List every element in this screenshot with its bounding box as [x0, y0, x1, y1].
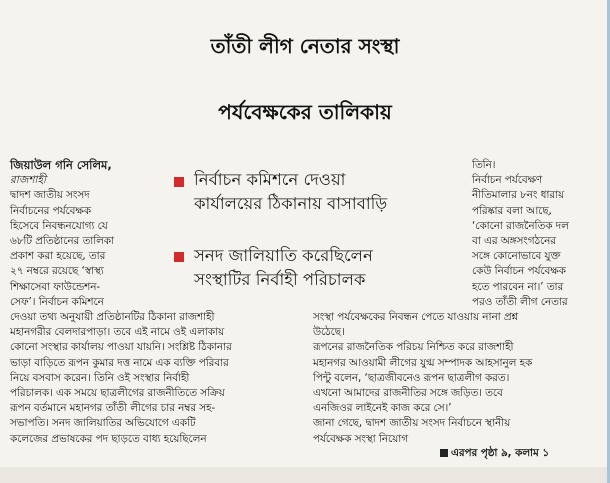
left-wide-column-line: নিয়ে বসবাস করেন। তিনি ওই সংস্থার নির্বাহী: [10, 371, 190, 384]
left-wide-column-line: রূপন বর্তমানে মহানগর তাঁতী লীগের চার নম্বর সহ-: [10, 402, 216, 415]
left-column-line: নির্বাচনের পর্যবেক্ষক: [10, 204, 91, 217]
right-wide-column-line: এনজিওর লাইনেই কাজ করে সে।’: [313, 402, 452, 415]
left-column-line: দ্বাদশ জাতীয় সংসদ: [10, 189, 90, 202]
right-column-line: নীতিমালার ৮নং ধারায়: [472, 189, 565, 202]
left-wide-column: [10, 310, 305, 447]
right-wide-column: [313, 310, 605, 447]
left-wide-column-line: কলেজের প্রভাষকের পদ ছাড়তে বাধ্য হয়েছিলেন: [10, 432, 207, 445]
left-column-line: শিক্ষাসেবা ফাউন্ডেশন-: [10, 280, 101, 293]
right-wide-column-line: এখনো আমাদের রাজনীতির সঙ্গে জড়িত। তবে: [313, 387, 503, 400]
continuation-note: [440, 446, 549, 461]
left-wide-column-line: দেওয়া তথ্য অনুযায়ী প্রতিষ্ঠানটির ঠিকানা রাজশাহী: [10, 311, 215, 323]
left-column-body: [10, 188, 170, 310]
right-column: [472, 158, 602, 310]
left-wide-column-line: কোনো সংস্থার কার্যালয় পাওয়া যায়নি। সংশ্লিষ্ট ঠিকানার: [10, 341, 232, 354]
byline-name: জিয়াউল গনি সেলিম,: [10, 158, 112, 172]
left-wide-column-line: ভাড়া বাড়িতে রূপন কুমার দত্ত নামে এক ব্যক্তি পরিবার: [10, 356, 229, 369]
left-wide-column-line: সভাপতি। সনদ জালিয়াতির অভিযোগে একটি: [10, 417, 196, 430]
left-column-line: হিসেবে নিবন্ধনযোগ্য যে: [10, 219, 108, 232]
subhead-1: [194, 168, 479, 216]
bullet-marker-2: [174, 252, 184, 262]
subhead-2-line-2: সংস্থাটির নির্বাহী পরিচালক: [194, 270, 366, 289]
continuation-text: এরপর পৃষ্ঠা ৯, কলাম ১: [451, 447, 550, 459]
right-column-line: তিনি।: [472, 159, 496, 171]
subhead-1-line-2: কার্যালয়ের ঠিকানায় বাসাবাড়ি: [194, 194, 388, 213]
footer-strip: [0, 467, 607, 483]
bullet-marker-1: [174, 177, 184, 187]
right-column-line: পরও তাঁতী লীগ নেতার: [472, 295, 568, 308]
left-column-line: প্রকাশ করা হয়েছে, তার: [10, 250, 106, 263]
right-column-line: কেউ নির্বাচন পর্যবেক্ষক: [472, 265, 566, 278]
right-wide-column-line: পিন্টু বলেন, ‘ছাত্রজীবনেও রূপন ছাত্রলীগ করত।: [313, 371, 510, 384]
right-column-line: সঙ্গে কোনোভাবে যুক্ত: [472, 250, 561, 263]
right-wide-column-line: রূপনের রাজনৈতিক পরিচয় নিশ্চিত করে রাজশাহী: [313, 341, 514, 354]
right-wide-column-line: পর্যবেক্ষক সংস্থা নিয়োগ: [313, 432, 408, 445]
byline-location: রাজশাহী: [10, 174, 46, 187]
continuation-marker-icon: [440, 449, 448, 457]
left-column-line: সেফ’। নির্বাচন কমিশনে: [10, 295, 104, 308]
right-wide-column-line: উঠেছে।: [313, 326, 345, 339]
subhead-2-line-1: সনদ জালিয়াতি করেছিলেন: [194, 246, 373, 265]
subhead-1-line-1: নির্বাচন কমিশনে দেওয়া: [194, 170, 346, 189]
left-column-line: ৬৮টি প্রতিষ্ঠানের তালিকা: [10, 235, 114, 248]
right-wide-column-line: জানা গেছে, দ্বাদশ জাতীয় সংসদ নির্বাচনে স্থানীয়: [313, 417, 511, 430]
headline-line-1: তাঁতী লীগ নেতার সংস্থা: [210, 34, 400, 58]
right-wide-column-line: সংস্থা পর্যবেক্ষকের নিবন্ধন পেতে যাওয়ায় নানা প্রশ্ন: [313, 311, 519, 323]
left-wide-column-line: মহানগরীর বেলদারপাড়া। তবে এই নামে ওই এলাকায়: [10, 326, 225, 339]
left-wide-column-line: পরিচালক। এক সময়ে ছাত্রলীগের রাজনীতিতে সক্রিয়: [10, 387, 225, 400]
right-column-line: নির্বাচন পর্যবেক্ষণ: [472, 174, 543, 187]
headline-line-2: পর্যবেক্ষকের তালিকায়: [218, 100, 392, 124]
right-column-line: পরিষ্কার বলা আছে,: [472, 204, 552, 217]
subhead-2: [194, 244, 479, 292]
right-column-line: হতে পারবেন না।’ তার: [472, 280, 564, 293]
left-column-line: ২৭ নম্বরে রয়েছে ‘স্বাস্থ্য: [10, 265, 104, 278]
right-column-line: বা এর অঙ্গসংগঠনের: [472, 235, 556, 248]
left-column: [10, 158, 170, 310]
right-wide-column-line: মহানগর আওয়ামী লীগের যুগ্ম সম্পাদক আহসানুল হক: [313, 356, 533, 369]
right-column-line: ‘কোনো রাজনৈতিক দল: [472, 219, 569, 232]
